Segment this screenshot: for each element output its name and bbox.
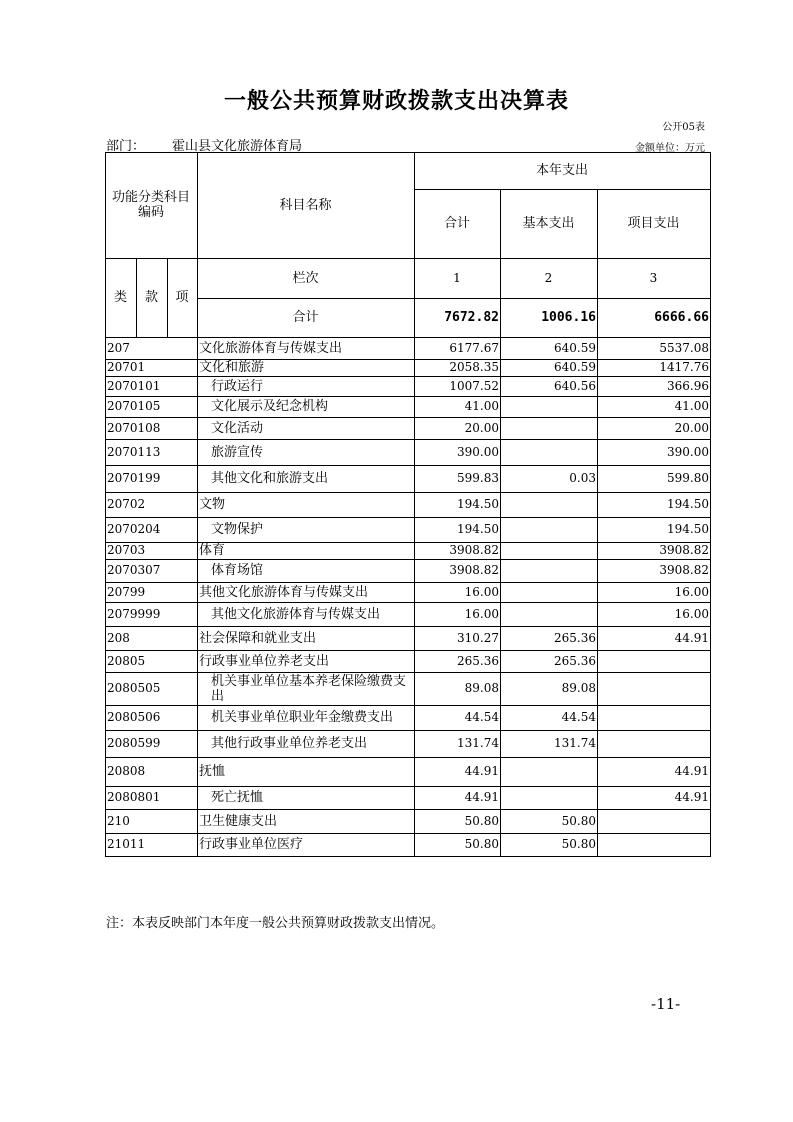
header-col1: 1: [453, 270, 461, 285]
row-basic: 640.59: [554, 340, 596, 355]
row-code: 2080505: [107, 681, 161, 695]
row-basic: 640.59: [554, 360, 596, 374]
row-total: 44.91: [464, 764, 499, 778]
grid-line-v: [597, 189, 598, 856]
row-name: 机关事业单位基本养老保险缴费支出: [211, 673, 407, 704]
row-basic: 0.03: [569, 471, 596, 485]
row-name: 文物: [199, 497, 226, 512]
row-project: 5537.08: [659, 340, 709, 355]
grid-line-v: [710, 152, 711, 857]
row-name: 其他文化旅游体育与传媒支出: [199, 584, 369, 600]
row-basic: [500, 417, 597, 439]
row-project: [597, 833, 710, 856]
row-project: 1417.76: [659, 360, 709, 374]
row-total: 50.80: [464, 813, 499, 828]
row-total: 44.54: [464, 710, 499, 724]
row-name: 其他文化旅游体育与传媒支出: [211, 606, 381, 622]
row-total: 2058.35: [449, 360, 499, 374]
row-name: 文化活动: [211, 420, 264, 436]
grid-line-v: [105, 152, 106, 856]
row-name: 行政事业单位医疗: [199, 837, 304, 852]
grid-line-h: [414, 189, 710, 190]
row-project: 44.91: [674, 764, 709, 778]
grid-line-h: [105, 582, 710, 583]
row-code: 208: [107, 630, 130, 645]
grid-line-h: [105, 542, 710, 543]
totals-project: 6666.66: [654, 310, 709, 325]
totals-label: 合计: [292, 310, 319, 325]
grid-line-h: [105, 517, 710, 518]
row-name: 其他行政事业单位养老支出: [211, 736, 368, 751]
row-name: 体育: [199, 543, 226, 558]
grid-line-h: [105, 258, 710, 259]
row-code: 20805: [107, 653, 146, 668]
row-project: 41.00: [674, 399, 709, 413]
row-code: 2070199: [107, 471, 161, 485]
row-basic: 131.74: [554, 736, 596, 750]
row-code: 20701: [107, 360, 146, 374]
row-basic: 89.08: [561, 681, 596, 695]
row-total: 599.83: [457, 471, 499, 485]
grid-line-h: [105, 757, 710, 758]
row-code: 20808: [107, 764, 146, 778]
row-basic: 265.36: [554, 653, 596, 668]
header-func-code: 功能分类科目编码: [111, 190, 190, 220]
header-kuan: 款: [144, 290, 158, 305]
row-name: 其他文化和旅游支出: [211, 471, 329, 486]
row-name: 文化和旅游: [199, 360, 265, 375]
header-project: 项目支出: [627, 216, 680, 231]
row-total: 194.50: [457, 522, 499, 536]
department-label: 部门：: [106, 139, 146, 154]
grid-line-h: [105, 439, 710, 440]
expenditure-table: [105, 152, 710, 908]
row-code: 2079999: [107, 606, 161, 621]
row-code: 20703: [107, 543, 146, 557]
row-total: 3908.82: [449, 563, 499, 577]
row-code: 210: [107, 813, 130, 828]
row-code: 2070105: [107, 399, 161, 413]
row-total: 310.27: [457, 630, 499, 645]
totals-total: 7672.82: [444, 310, 499, 325]
grid-line-h: [105, 833, 710, 834]
row-basic: 44.54: [561, 710, 596, 724]
row-code: 2070108: [107, 420, 161, 435]
row-project: 3908.82: [659, 563, 709, 577]
row-total: 41.00: [464, 399, 499, 413]
row-basic: [500, 757, 597, 786]
row-name: 行政运行: [211, 378, 264, 394]
row-project: 16.00: [674, 606, 709, 621]
row-total: 6177.67: [449, 340, 499, 355]
grid-line-v: [167, 258, 168, 337]
row-code: 2070113: [107, 444, 161, 459]
row-basic: [500, 396, 597, 417]
row-total: 194.50: [457, 497, 499, 511]
row-name: 文物保护: [211, 522, 264, 537]
row-total: 131.74: [457, 736, 499, 750]
header-xiang: 项: [175, 290, 189, 305]
row-total: 1007.52: [449, 378, 499, 393]
row-project: 194.50: [667, 497, 709, 511]
row-code: 2070307: [107, 563, 161, 577]
row-code: 20702: [107, 497, 146, 511]
row-name: 社会保障和就业支出: [199, 630, 317, 646]
row-project: 44.91: [674, 790, 709, 804]
row-project: 390.00: [667, 444, 709, 459]
row-basic: 50.80: [561, 813, 596, 828]
row-project: [597, 672, 710, 705]
row-basic: [500, 602, 597, 626]
grid-line-h: [105, 152, 710, 153]
grid-line-v: [136, 258, 137, 337]
row-code: 2070204: [107, 522, 161, 536]
grid-line-h: [105, 376, 710, 377]
row-project: [597, 705, 710, 730]
row-total: 89.08: [464, 681, 499, 695]
grid-line-h: [197, 298, 710, 299]
row-basic: [500, 492, 597, 517]
row-project: [597, 650, 710, 672]
grid-line-h: [105, 626, 710, 627]
grid-line-h: [105, 337, 710, 338]
row-project: [597, 809, 710, 833]
row-code: 2080506: [107, 710, 161, 724]
row-total: 16.00: [464, 606, 499, 621]
row-basic: [500, 582, 597, 602]
row-name: 旅游宣传: [211, 444, 264, 460]
row-name: 行政事业单位养老支出: [199, 653, 330, 669]
row-project: 599.80: [667, 471, 709, 485]
row-code: 2070101: [107, 378, 161, 393]
grid-line-h: [105, 705, 710, 706]
row-project: [597, 730, 710, 757]
row-project: 44.91: [674, 630, 709, 645]
row-name: 抚恤: [199, 764, 226, 779]
row-basic: [500, 439, 597, 465]
grid-line-h: [105, 559, 710, 560]
header-current-year: 本年支出: [535, 163, 588, 178]
row-basic: 50.80: [561, 837, 596, 851]
grid-line-h: [105, 730, 710, 731]
grid-line-h: [105, 465, 710, 466]
grid-line-v: [197, 152, 198, 856]
row-name: 卫生健康支出: [199, 813, 278, 829]
row-name: 文化展示及纪念机构: [211, 399, 329, 414]
row-code: 20799: [107, 584, 146, 599]
row-name: 死亡抚恤: [211, 790, 264, 805]
header-total: 合计: [443, 216, 470, 231]
row-code: 21011: [107, 837, 146, 851]
row-total: 16.00: [464, 584, 499, 599]
row-total: 265.36: [457, 653, 499, 668]
grid-line-v: [414, 152, 415, 856]
grid-line-h: [105, 809, 710, 810]
row-name: 体育场馆: [211, 563, 264, 578]
row-basic: [500, 786, 597, 809]
grid-line-h: [105, 492, 710, 493]
header-col2: 2: [544, 270, 553, 285]
row-total: 20.00: [464, 420, 499, 435]
header-basic: 基本支出: [522, 216, 575, 231]
row-basic: [500, 542, 597, 559]
row-code: 2080801: [107, 790, 161, 804]
header-lanci: 栏次: [292, 270, 319, 286]
row-basic: [500, 517, 597, 542]
row-project: 20.00: [674, 420, 709, 435]
form-number: 公开05表: [662, 122, 705, 133]
grid-line-h: [105, 786, 710, 787]
grid-line-h: [105, 359, 710, 360]
row-project: 16.00: [674, 584, 709, 599]
page-number: -11-: [651, 995, 681, 1013]
row-code: 207: [107, 340, 130, 355]
totals-basic: 1006.16: [541, 310, 596, 325]
header-subject-name: 科目名称: [279, 197, 332, 213]
row-project: 366.96: [667, 378, 709, 393]
row-total: 390.00: [457, 444, 499, 459]
row-project: 3908.82: [659, 543, 709, 557]
header-col3: 3: [649, 270, 658, 285]
row-name: 文化旅游体育与传媒支出: [199, 340, 343, 356]
grid-line-h: [105, 672, 710, 673]
row-basic: 265.36: [554, 630, 596, 645]
page-title: 一般公共预算财政拨款支出决算表: [223, 88, 569, 114]
grid-line-h: [105, 602, 710, 603]
grid-line-h: [105, 856, 710, 857]
row-name: 机关事业单位职业年金缴费支出: [211, 710, 394, 725]
row-total: 44.91: [464, 790, 499, 804]
header-cat: 类: [113, 290, 127, 305]
grid-line-v: [500, 189, 501, 856]
row-total: 50.80: [464, 837, 499, 851]
row-project: 194.50: [667, 522, 709, 536]
grid-line-h: [105, 650, 710, 651]
row-basic: [500, 559, 597, 582]
department-name: 霍山县文化旅游体育局: [172, 139, 303, 154]
footnote: 注：本表反映部门本年度一般公共预算财政拨款支出情况。: [106, 916, 445, 931]
row-code: 2080599: [107, 736, 161, 750]
row-total: 3908.82: [449, 543, 499, 557]
amount-unit: 金额单位：万元: [635, 143, 705, 154]
row-basic: 640.56: [554, 378, 596, 393]
grid-line-h: [105, 396, 710, 397]
grid-line-h: [105, 417, 710, 418]
